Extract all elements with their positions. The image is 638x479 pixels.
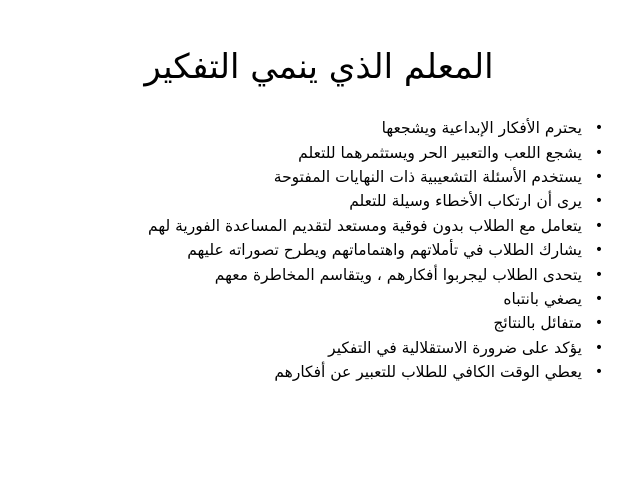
list-item [56,360,616,384]
list-item [56,287,616,311]
list-item-text: يتحدى الطلاب ليجربوا أفكارهم ، ويتقاسم المخاطرة معهم [214,265,582,284]
bullet-icon: • [594,217,604,234]
list-item-text: يرى أن ارتكاب الأخطاء وسيلة للتعلم [349,192,582,211]
list-item [56,214,616,238]
bullet-icon: • [594,290,604,307]
list-item [56,189,616,213]
list-item-text: يعطي الوقت الكافي للطلاب للتعبير عن أفكارهم [274,363,582,382]
list-item [56,116,616,140]
list-item-text: يتعامل مع الطلاب بدون فوقية ومستعد لتقديم المساعدة الفورية لهم [148,216,582,235]
bullet-icon: • [594,242,604,259]
bullet-list [56,116,616,384]
list-item-text: يشجع اللعب والتعبير الحر ويستثمرهما للتعلم [298,143,582,162]
bullet-icon: • [594,120,604,137]
bullet-icon: • [594,339,604,356]
list-item-text: يؤكد على ضرورة الاستقلالية في التفكير [328,338,582,357]
bullet-icon: • [594,168,604,185]
list-item [56,262,616,286]
list-item-text: يستخدم الأسئلة التشعيبية ذات النهايات المفتوحة [273,167,582,186]
list-item [56,238,616,262]
list-item-text: يحترم الأفكار الإبداعية ويشجعها [381,119,582,138]
bullet-icon: • [594,364,604,381]
list-item-text: يشارك الطلاب في تأملاتهم واهتماماتهم ويطرح تصوراته عليهم [187,241,582,260]
list-item [56,336,616,360]
list-item [56,165,616,189]
bullet-icon: • [594,315,604,332]
bullet-icon: • [594,266,604,283]
bullet-icon: • [594,144,604,161]
list-item-text: يصغي بانتباه [503,289,582,308]
bullet-icon: • [594,193,604,210]
list-item-text: متفائل بالنتائج [493,314,582,333]
slide-title: المعلم الذي ينمي التفكير [144,47,494,87]
list-item [56,311,616,335]
list-item [56,140,616,164]
